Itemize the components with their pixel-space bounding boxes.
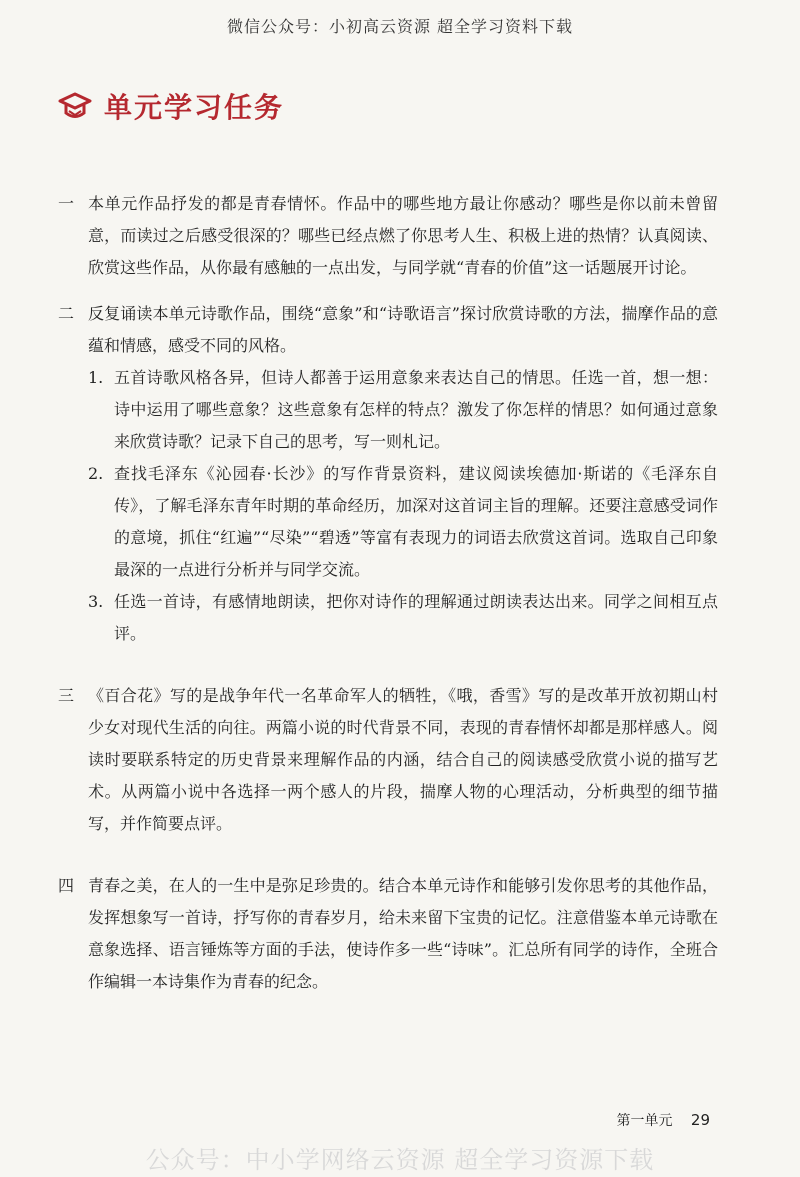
task-text: 本单元作品抒发的都是青春情怀。作品中的哪些地方最让你感动？哪些是你以前未曾留意，而读过之后感受很深的？哪些已经点燃了你思考人生、积极上进的热情？认真阅读、欣赏这些作品，从你最有感触的一点出发，与同学就“青春的价值”这一话题展开讨论。	[88, 194, 718, 277]
task-list	[58, 188, 718, 998]
task-item	[58, 680, 718, 840]
task-text: 反复诵读本单元诗歌作品，围绕“意象”和“诗歌语言”探讨欣赏诗歌的方法，揣摩作品的意蕴和情感，感受不同的风格。	[88, 304, 718, 355]
subtask-number: 1.	[88, 368, 104, 387]
unit-label: 第一单元	[616, 1113, 673, 1129]
subtask-text: 任选一首诗，有感情地朗读，把你对诗作的理解通过朗读表达出来。同学之间相互点评。	[114, 592, 718, 643]
page-footer	[616, 1110, 710, 1130]
subtask-item	[88, 362, 718, 458]
task-text: 青春之美，在人的一生中是弥足珍贵的。结合本单元诗作和能够引发你思考的其他作品，发挥想象写一首诗，抒写你的青春岁月，给未来留下宝贵的记忆。注意借鉴本单元诗歌在意象选择、语言锤炼等方面的手法，使诗作多一些“诗味”。汇总所有同学的诗作，全班合作编辑一本诗集作为青春的纪念。	[88, 876, 718, 991]
subtask-number: 2.	[88, 464, 104, 483]
subtask-list	[58, 362, 718, 650]
task-item	[58, 298, 718, 362]
task-number: 二	[58, 304, 75, 323]
task-number: 一	[58, 194, 75, 213]
section-header	[58, 86, 284, 126]
page-number: 29	[690, 1111, 710, 1129]
bottom-watermark: 公众号：中小学网络云资源 超全学习资源下载	[145, 1146, 655, 1174]
task-text: 《百合花》写的是战争年代一名革命军人的牺牲，《哦，香雪》写的是改革开放初期山村少女对现代生活的向往。两篇小说的时代背景不同，表现的青春情怀却都是那样感人。阅读时要联系特定的历史背景来理解作品的内涵，结合自己的阅读感受欣赏小说的描写艺术。从两篇小说中各选择一两个感人的片段，揣摩人物的心理活动，分析典型的细节描写，并作简要点评。	[88, 686, 718, 833]
task-number: 三	[58, 686, 75, 705]
subtask-item	[88, 586, 718, 650]
graduation-cap-icon	[58, 90, 92, 122]
subtask-item	[88, 458, 718, 586]
subtask-number: 3.	[88, 592, 104, 611]
task-item	[58, 188, 718, 284]
page-title: 单元学习任务	[104, 91, 285, 124]
top-watermark: 微信公众号：小初高云资源 超全学习资料下载	[226, 17, 574, 36]
subtask-text: 查找毛泽东《沁园春·长沙》的写作背景资料，建议阅读埃德加·斯诺的《毛泽东自传》，了解毛泽东青年时期的革命经历，加深对这首词主旨的理解。还要注意感受词作的意境，抓住“红遍”“尽染”“碧透”等富有表现力的词语去欣赏这首词。选取自己印象最深的一点进行分析并与同学交流。	[114, 464, 718, 579]
subtask-text: 五首诗歌风格各异，但诗人都善于运用意象来表达自己的情思。任选一首，想一想：诗中运用了哪些意象？这些意象有怎样的特点？激发了你怎样的情思？如何通过意象来欣赏诗歌？记录下自己的思考，写一则札记。	[114, 368, 718, 451]
task-number: 四	[58, 876, 75, 895]
task-item	[58, 870, 718, 998]
